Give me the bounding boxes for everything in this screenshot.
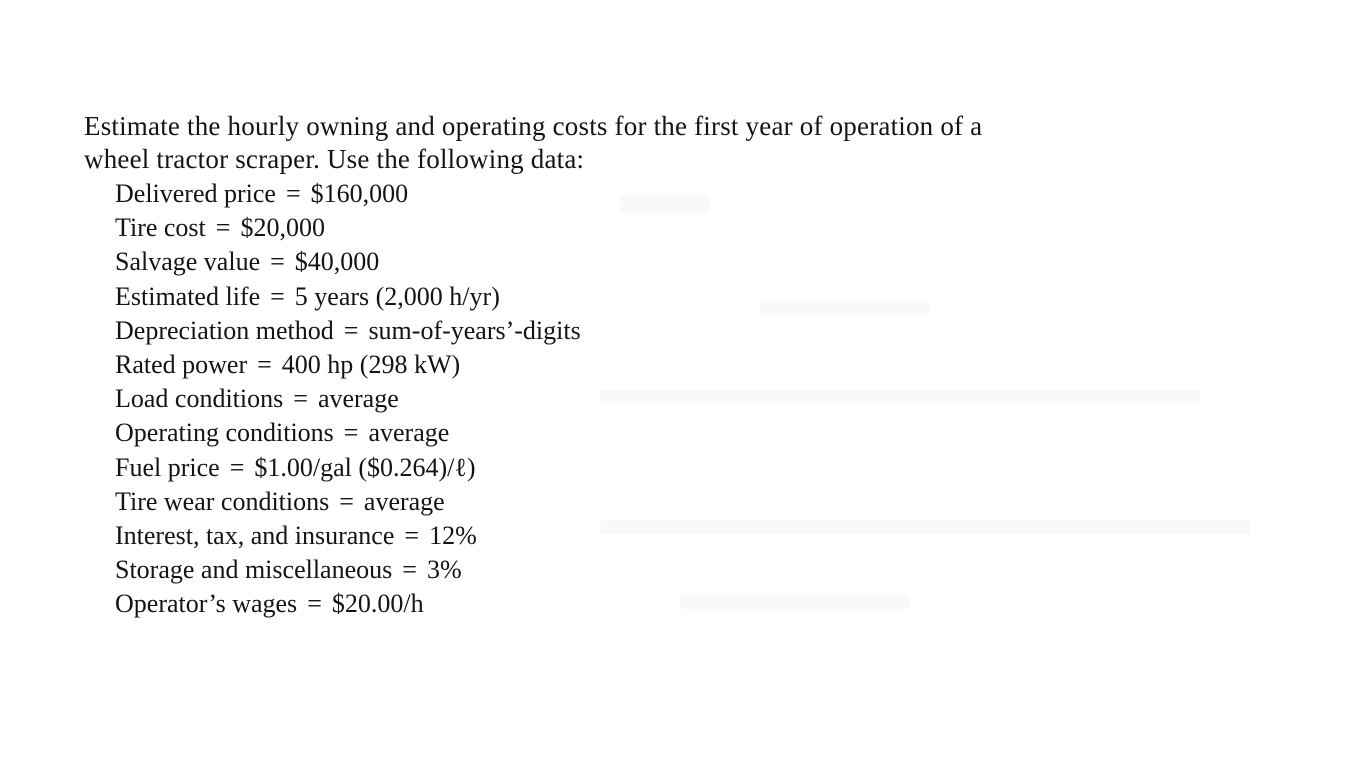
data-item-load-conditions xyxy=(115,382,1214,416)
data-item-operator-wages xyxy=(115,587,1214,621)
equals-sign: = xyxy=(293,384,308,414)
data-value: $160,000 xyxy=(310,179,409,208)
data-item-estimated-life xyxy=(115,280,1214,314)
equals-sign: = xyxy=(270,247,285,277)
intro-line-2: wheel tractor scraper. Use the following data: xyxy=(84,144,585,174)
data-item-rated-power xyxy=(115,348,1214,382)
data-label: Fuel price xyxy=(115,452,220,482)
data-value: average xyxy=(317,384,399,414)
data-item-delivered-price xyxy=(115,177,1214,211)
equals-sign: = xyxy=(257,350,272,380)
equals-sign: = xyxy=(215,213,231,243)
data-value: average xyxy=(363,486,445,516)
data-label: Operating conditions xyxy=(115,418,334,448)
data-label: Tire cost xyxy=(115,213,206,243)
data-label: Estimated life xyxy=(115,281,261,311)
equals-sign: = xyxy=(270,281,285,311)
data-value: $20,000 xyxy=(240,213,325,243)
equals-sign: = xyxy=(343,315,359,345)
equals-sign: = xyxy=(402,555,417,585)
data-value: 12% xyxy=(429,521,477,551)
equals-sign: = xyxy=(285,179,301,208)
equals-sign: = xyxy=(343,418,359,448)
data-item-operating-conditions xyxy=(115,416,1214,450)
data-value: sum-of-years’-digits xyxy=(368,315,581,345)
data-label: Storage and miscellaneous xyxy=(115,555,393,585)
data-value: 3% xyxy=(426,555,462,585)
data-label: Operator’s wages xyxy=(115,589,298,619)
problem-statement xyxy=(84,110,1214,622)
data-label: Salvage value xyxy=(115,247,261,277)
data-item-depreciation-method xyxy=(115,314,1214,348)
data-item-fuel-price xyxy=(115,451,1214,485)
equals-sign: = xyxy=(339,486,354,516)
data-item-storage-misc xyxy=(115,553,1214,587)
data-value: average xyxy=(368,418,450,448)
equals-sign: = xyxy=(229,452,245,482)
problem-intro xyxy=(84,110,1214,176)
intro-line-1: Estimate the hourly owning and operating costs for the first year of operation of a xyxy=(84,111,983,141)
data-value: $20.00/h xyxy=(331,589,424,619)
data-item-interest-tax-insurance xyxy=(115,519,1214,553)
data-item-tire-cost xyxy=(115,211,1214,245)
data-label: Interest, tax, and insurance xyxy=(115,521,395,551)
data-item-salvage-value xyxy=(115,245,1214,279)
data-label: Tire wear conditions xyxy=(115,486,330,516)
data-item-tire-wear-conditions xyxy=(115,485,1214,519)
given-data-list xyxy=(115,177,1214,622)
data-value: 5 years (2,000 h/yr) xyxy=(294,281,500,311)
equals-sign: = xyxy=(404,521,420,551)
data-label: Rated power xyxy=(115,350,248,380)
data-label: Depreciation method xyxy=(115,315,334,345)
data-label: Delivered price xyxy=(115,179,276,208)
data-value: $1.00/gal ($0.264)/ℓ) xyxy=(254,452,476,482)
data-value: 400 hp (298 kW) xyxy=(281,350,461,380)
data-value: $40,000 xyxy=(294,247,380,277)
equals-sign: = xyxy=(307,589,322,619)
data-label: Load conditions xyxy=(115,384,284,414)
